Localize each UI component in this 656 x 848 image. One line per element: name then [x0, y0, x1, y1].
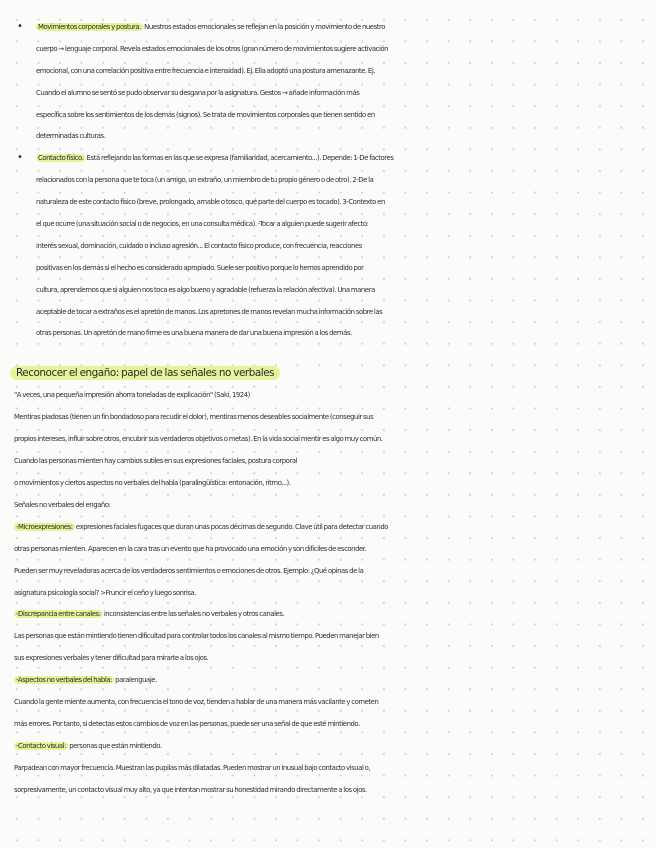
contacto-line-9: otras personas. Un apretón de mano firme es una buena manera de dar una buena impresión a los demás.	[36, 329, 352, 337]
engano-line-6: Señales no verbales del engaño:	[14, 501, 111, 509]
habla-line-3: más errores. Por tanto, si detectas estos cambios de voz en las personas, puede ser una señal de que esté mintiendo.	[14, 720, 360, 728]
movimientos-line-3: emocional, con una correlación positiva entre frecuencia e intensidad). Ej. Ella adoptó una postura amenazante. Ej.	[36, 67, 376, 75]
movimientos-line-4: Cuando el alumno se sentó se pudo observar su desgana por la asignatura. Gestos → añade información más	[36, 89, 360, 97]
bullet-movimientos: •	[17, 21, 23, 32]
contacto-line-6: positivas en los demás si el hecho es considerado apropiado. Suele ser positivo porque lo hemos aprendido por	[36, 264, 364, 272]
engano-line-2: Mentiras piadosas (tienen un fin bondadoso para recudir el dolor), mentiras menos deseables socialmente (conseguir sus	[14, 413, 374, 421]
movimientos-line-2: cuerpo → lenguaje corporal. Revela estados emocionales de los otros (gran número de movimientos sugiere activación	[36, 45, 389, 53]
discrepancia-line-2: Las personas que están mintiendo tienen dificultad para controlar todos los canales al mismo tiempo. Pueden manejar bien	[14, 632, 379, 640]
habla-line-1: -Aspectos no verbales del habla: paralenguaje.	[16, 676, 157, 684]
contacto-line-8: aceptable de tocar a extraños es el apretón de manos. Los apretones de manos revelan mucha información sobre las	[36, 308, 383, 316]
engano-line-3: propios intereses, influir sobre otros, encubrir sus verdaderos objetivos o metas). En la vida social mentir es algo muy común.	[14, 435, 383, 443]
visual-line-2: Parpadean con mayor frecuencia. Muestran las pupilas más dilatadas. Pueden mostrar un inusual bajo contacto visual o,	[14, 764, 371, 772]
contacto-line-1: Contacto físico. Está reflejando las formas en las que se expresa (familiaridad, acercamiento...). Depende: 1-De factores	[38, 154, 394, 162]
discrepancia-line-1: -Discrepancia entre canales: inconsistencias entre las señales no verbales y otros canales.	[16, 610, 285, 618]
engano-line-4: Cuando las personas mienten hay cambios sutiles en sus expresiones faciales, postura corporal	[14, 457, 298, 465]
movimientos-line-1: Movimientos corporales y postura. Nuestros estados emocionales se reflejan en la posición y movimiento de nuestro	[38, 23, 385, 31]
micro-heading: -Microexpresiones:	[16, 523, 73, 531]
visual-heading: -Contacto visual:	[16, 742, 66, 750]
engano-heading: Reconocer el engaño: papel de las señales no verbales	[10, 366, 280, 380]
habla-line-2: Cuando la gente miente aumenta, con frecuencia el tono de voz, tienden a hablar de una manera más vacilante y cometen	[14, 698, 379, 706]
movimientos-line-6: determinadas culturas.	[36, 132, 106, 140]
discrepancia-heading: -Discrepancia entre canales:	[16, 610, 101, 618]
movimientos-line-5: específica sobre los sentimientos de los demás (signos). Se trata de movimientos corporales que tienen sentido en	[36, 111, 375, 119]
contacto-line-7: cultura, aprendemos que si alguien nos toca es algo bueno y agradable (refuerza la relación afectiva). Una manera	[36, 286, 375, 294]
habla-heading: -Aspectos no verbales del habla:	[16, 676, 112, 684]
visual-line-1: -Contacto visual: personas que están mintiendo.	[16, 742, 162, 750]
contacto-line-4: el que ocurre (una situación social o de negocios, en una consulta médica). -Tocar a alguien puede sugerir afecto:	[36, 220, 369, 228]
movimientos-heading: Movimientos corporales y postura.	[38, 23, 141, 31]
engano-quote: "A veces, una pequeña impresión ahorra toneladas de explicación" (Saki, 1924)	[14, 391, 250, 399]
contacto-line-2: relacionados con la persona que te toca (un amigo, un extraño, un miembro de tu propio género o de otro). 2-De la	[36, 176, 374, 184]
discrepancia-line-3: sus expresiones verbales y tener dificultad para mirarte a los ojos.	[14, 654, 209, 662]
micro-line-1: -Microexpresiones: expresiones faciales fugaces que duran unas pocas décimas de segundo. Clave útil para detectar cuando	[16, 523, 389, 531]
micro-line-2: otras personas mienten. Aparecen en la cara tras un evento que ha provocado una emoción y son difíciles de esconder.	[14, 545, 367, 553]
bullet-contacto: •	[17, 152, 23, 163]
contacto-line-5: interés sexual, dominación, cuidado o incluso agresión... El contacto físico produce, con frecuencia, reacciones	[36, 242, 362, 250]
visual-line-3: sorpresivamente, un contacto visual muy alto, ya que intentan mostrar su honestidad mirando directamente a los ojos.	[14, 786, 367, 794]
engano-heading-line	[0, 366, 656, 381]
micro-line-4: asignatura psicología social? >Fruncir el ceño y luego sonrisa.	[14, 589, 197, 597]
contacto-heading: Contacto físico.	[38, 154, 84, 162]
micro-line-3: Pueden ser muy reveladoras acerca de los verdaderos sentimientos o emociones de otros. Ejemplo: ¿Qué opinas de la	[14, 567, 364, 575]
contacto-line-3: naturaleza de este contacto físico (breve, prolongado, amable o tosco, qué parte del cuerpo es tocado). 3-Contexto en	[36, 198, 385, 206]
engano-line-5: o movimientos y ciertos aspectos no verbales del habla (paralingüística: entonación, ritmo...).	[14, 479, 291, 487]
